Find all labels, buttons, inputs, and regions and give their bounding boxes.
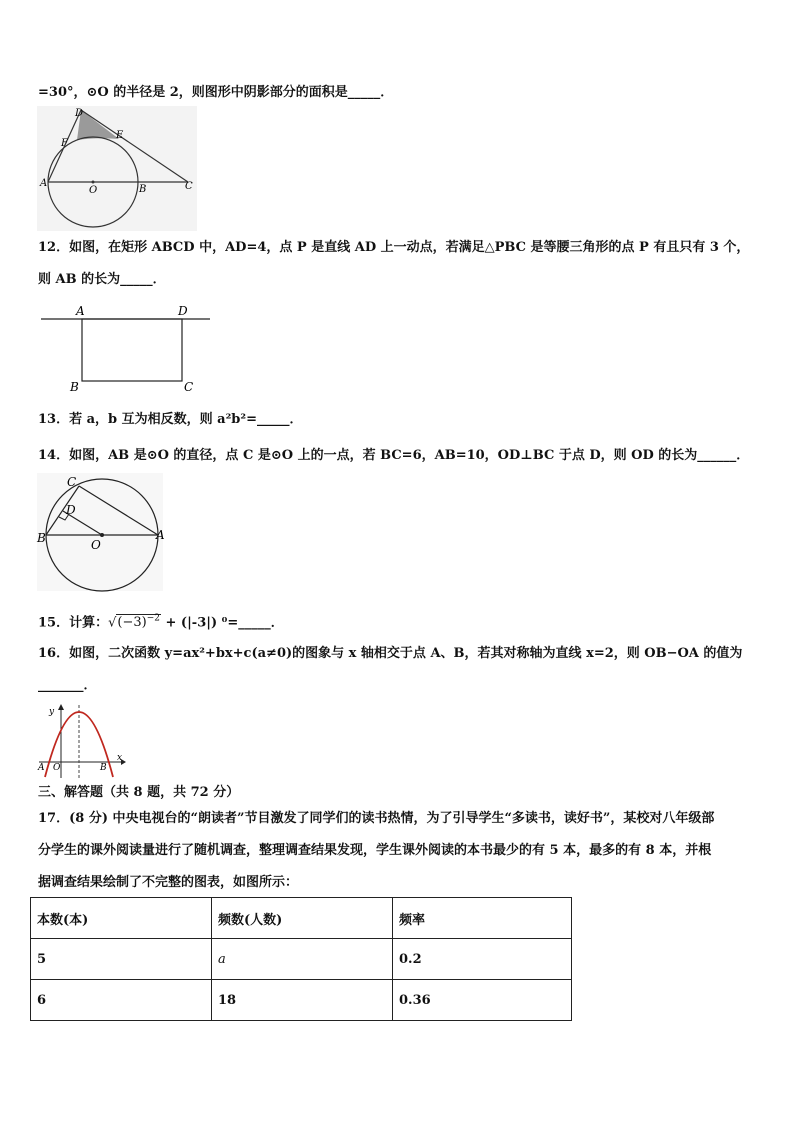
label-a: A <box>76 304 85 318</box>
header-cell: 频数(人数) <box>212 898 393 939</box>
label-a: A <box>38 763 45 773</box>
table-cell: 6 <box>31 980 212 1021</box>
label-y: y <box>49 707 55 717</box>
label-b: B <box>100 763 107 773</box>
q17-line3: 据调查结果绘制了不完整的图表，如图所示： <box>38 875 299 890</box>
q12-line1: 12．如图，在矩形 ABCD 中，AD=4，点 P 是直线 AD 上一动点，若满足△PBC 是等腰三角形的点 P 有且只有 3 个， <box>38 240 750 255</box>
header-cell: 频率 <box>393 898 572 939</box>
center-dot <box>100 533 104 537</box>
q13-text: 13．若 a，b 互为相反数，则 a²b²=_____． <box>38 412 303 427</box>
q16-line2: _______． <box>38 678 97 693</box>
sqrt-expression: $√(-3)^{-2}$ <box>108 614 160 631</box>
label-d: D <box>66 503 76 517</box>
table-cell: 0.36 <box>393 980 572 1021</box>
label-c: C <box>184 380 194 394</box>
table-header-row <box>31 898 572 939</box>
center-dot <box>92 181 95 184</box>
q16-figure <box>37 702 127 782</box>
table-cell: 5 <box>31 939 212 980</box>
q15-prefix: 15．计算： <box>38 615 109 631</box>
q12-line2: 则 AB 的长为_____． <box>38 272 166 287</box>
q14-figure <box>37 473 163 591</box>
table-cell: a <box>212 939 393 980</box>
table-row <box>31 980 572 1021</box>
label-d: D <box>178 304 188 318</box>
section-title: 三、解答题（共 8 题，共 72 分） <box>38 785 240 800</box>
table-row <box>31 939 572 980</box>
label-e: E <box>116 130 124 141</box>
table-cell: 18 <box>212 980 393 1021</box>
label-f: F <box>61 138 68 149</box>
label-b: B <box>37 531 46 545</box>
q17-line2: 分学生的课外阅读量进行了随机调查，整理调查结果发现，学生课外阅读的本书最少的有 5 本，最多的有 8 本，并根 <box>38 843 712 858</box>
label-o: O <box>91 538 101 552</box>
label-o: O <box>89 185 98 196</box>
header-cell: 本数(本) <box>31 898 212 939</box>
q14-text: 14．如图，AB 是⊙O 的直径，点 C 是⊙O 上的一点，若 BC=6，AB=10，OD⊥BC 于点 D，则 OD 的长为______． <box>38 448 750 463</box>
sqrt-exponent: −2 <box>146 614 160 624</box>
q16-line1: 16．如图，二次函数 y=ax²+bx+c(a≠0)的图象与 x 轴相交于点 A、B，若其对称轴为直线 x=2，则 OB−OA 的值为 <box>38 646 743 661</box>
q12-figure <box>38 300 218 395</box>
q15-suffix: + (|-3|) ⁰=_____． <box>160 615 284 631</box>
y-axis-arrow <box>58 704 64 710</box>
q11-figure <box>37 106 197 231</box>
table-cell: 0.2 <box>393 939 572 980</box>
q17-line1: 17．(8 分) 中央电视台的“朗读者”节目激发了同学们的读书热情，为了引导学生“多读书，读好书”，某校对八年级部 <box>38 811 715 826</box>
q15-text <box>38 610 284 632</box>
rectangle-abcd <box>82 319 182 381</box>
label-o: O <box>53 763 61 773</box>
label-b: B <box>70 380 79 394</box>
frequency-table <box>30 897 572 1021</box>
label-d: D <box>75 108 84 119</box>
label-a: A <box>156 528 165 542</box>
label-c: C <box>67 475 77 489</box>
label-c: C <box>185 181 193 192</box>
q11-text: =30°，⊙O 的半径是 2，则图形中阴影部分的面积是_____． <box>38 85 394 100</box>
label-b: B <box>139 184 147 195</box>
label-a: A <box>40 178 48 189</box>
sqrt-radicand: (−3) <box>117 615 147 631</box>
label-x: x <box>117 753 123 763</box>
